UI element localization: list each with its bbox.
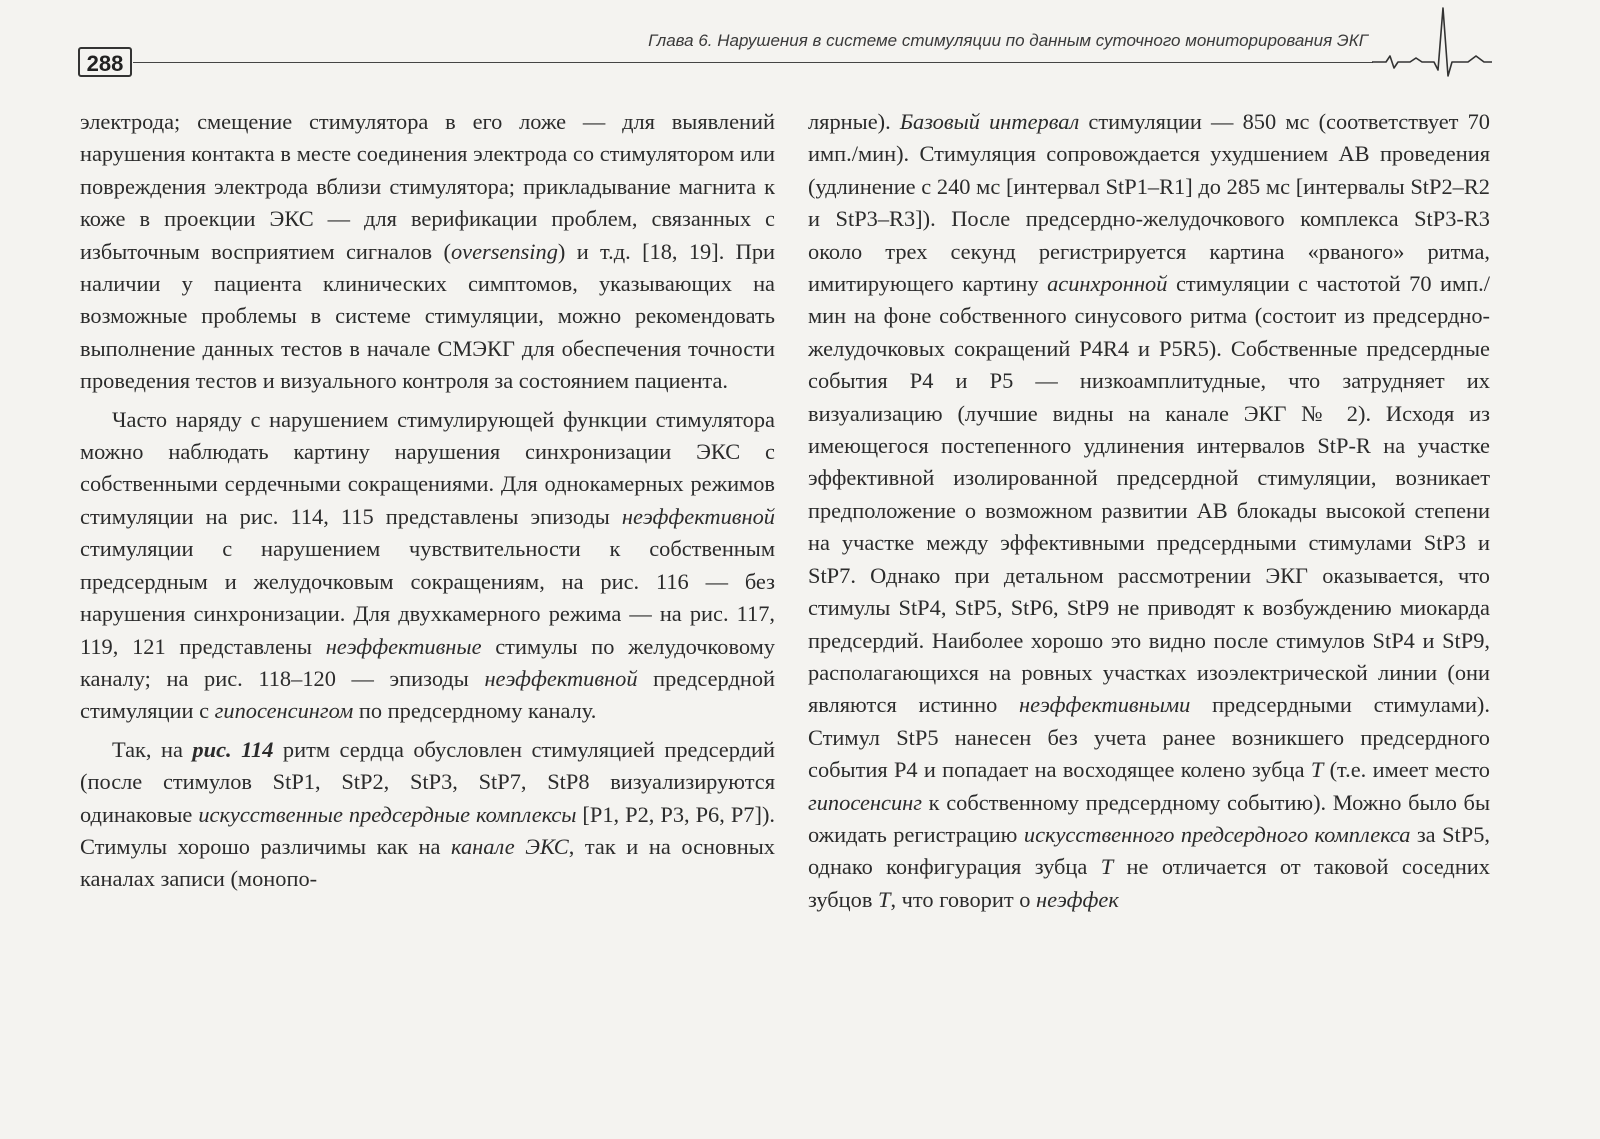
paragraph: электрода; смещение стимулятора в его ложе — для выявлений нарушения контакта в месте соединения электрода со стимулятором или повреждения электрода вблизи стимулятора; прикладывание магнита к коже в проекции ЭКС — для верификации проблем, связанных с избыточным восприятием сигналов (oversensing) и т.д. [18, 19]. При наличии у пациента клинических симптомов, указывающих на возможные проблемы в системе стимуляции, можно рекомендовать выполнение данных тестов в начале СМЭКГ для обеспечения точности проведения тестов и визуального контроля за состоянием пациента. xyxy=(80,109,775,394)
header-rule xyxy=(133,62,1373,63)
figure-reference: рис. 114 xyxy=(192,736,274,762)
running-head: Глава 6. Нарушения в системе стимуляции по данным суточного мониторирования ЭКГ xyxy=(648,31,1368,50)
paragraph: лярные). Базовый интервал стимуляции — 850 мс (соответствует 70 имп./мин). Стимуляция сопровождается ухудшением АВ проведения (удлинение с 240 мс [интервал StP1–R1] до 285 мс [интервалы StP2–R2 и StP3–R3]). После предсердно-желудочкового комплекса StP3-R3 около трех секунд регистрируется картина «рваного» ритма, имитирующего картину асинхронной стимуляции с частотой 70 имп./мин на фоне собственного синусового ритма (состоит из предсердно-желудочковых сокращений P4R4 и P5R5). Собственные предсердные события P4 и P5 — низкоамплитудные, что затрудняет их визуализацию (лучшие видны на канале ЭКГ № 2). Исходя из имеющегося постепенного удлинения интервалов StP-R на участке эффективной изолированной предсердной стимуляции, возникает предположение о возможном развитии АВ блокады высокой степени на участке между эффективными предсердными стимулами StP3 и StP7. Однако при детальном рассмотрении ЭКГ оказывается, что стимулы StP4, StP5, StP6, StP9 не приводят к возбуждению миокарда предсердий. Наиболее хорошо это видно после стимулов StP4 и StP9, располагающихся на ровных участках изоэлектрической линии (они являются истинно неэффективными предсердными стимулами). Стимул StP5 нанесен без учета ранее возникшего предсердного события P4 и попадает на восходящее колено зубца T (т.е. имеет место гипосенсинг к собственному предсердному событию). Можно было бы ожидать регистрацию искусственного предсердного комплекса за StP5, однако конфигурация зубца T не отличается от таковой соседних зубцов T, что говорит о неэффек xyxy=(808,109,1490,912)
page-number: 288 xyxy=(78,47,132,77)
paragraph: Так, на рис. 114 ритм сердца обусловлен стимуляцией предсердий (после стимулов StP1, StP2, StP3, StP7, StP8 визуализируются одинаковые искусственные предсердные комплексы [P1, P2, P3, P6, P7]). Стимулы хорошо различимы как на канале ЭКС, так и на основных каналах записи (монопо- xyxy=(80,736,775,892)
paragraph: Часто наряду с нарушением стимулирующей функции стимулятора можно наблюдать картину нарушения синхронизации ЭКС с собственными сердечными сокращениями. Для однокамерных режимов стимуляции на рис. 114, 115 представлены эпизоды неэффективной стимуляции с нарушением чувствительности к собственным предсердным и желудочковым сокращениям, на рис. 116 — без нарушения синхронизации. Для двухкамерного режима — на рис. 117, 119, 121 представлены неэффективные стимулы по желудочковому каналу; на рис. 118–120 — эпизоды неэффективной предсердной стимуляции с гипосенсингом по предсердному каналу. xyxy=(80,406,775,724)
right-column xyxy=(808,106,1490,916)
left-column xyxy=(80,106,775,896)
ecg-trace-icon xyxy=(1372,6,1492,86)
